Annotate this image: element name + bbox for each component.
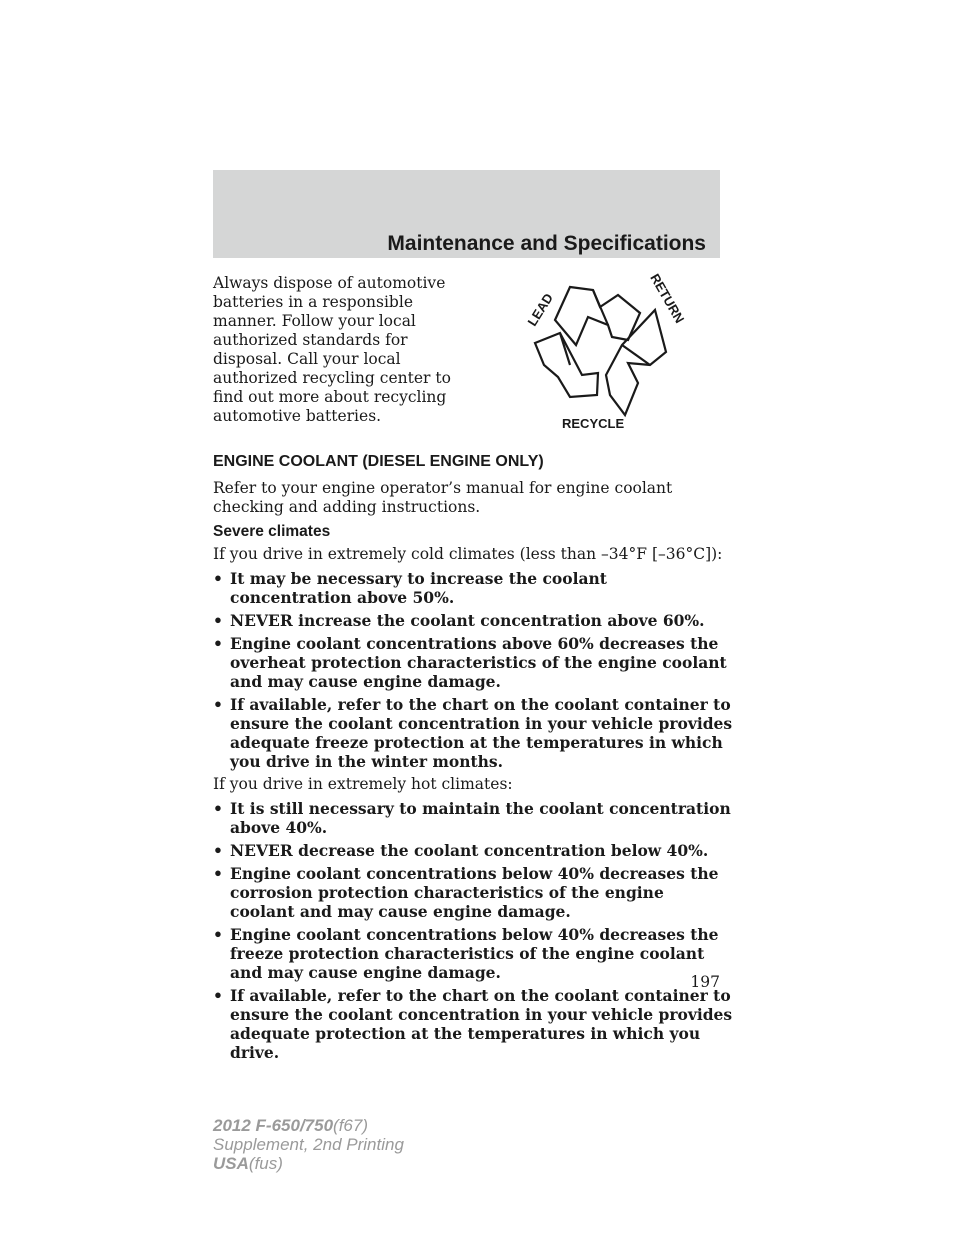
hot-climate-intro: If you drive in extremely hot climates: (213, 775, 513, 793)
page-number: 197 (690, 973, 720, 991)
print-footer (213, 1116, 513, 1173)
recycle-arrow-top (555, 287, 640, 345)
footer-line-printing: Supplement, 2nd Printing (213, 1135, 404, 1154)
logo-return-label: RETURN (647, 271, 688, 326)
logo-lead-label: LEAD (524, 290, 556, 329)
list-item: • It is still necessary to maintain the coolant concentration above 40%. (213, 799, 731, 837)
footer-line-region: USA(fus) (213, 1154, 283, 1173)
logo-recycle-label: RECYCLE (562, 416, 625, 431)
list-item: • Engine coolant concentrations above 60% decreases the overheat protection characteristics of the engine coolant and may cause engine damage. (213, 634, 727, 691)
footer-line-model: 2012 F-650/750(f67) (213, 1116, 369, 1135)
recycle-arrow-left (535, 333, 598, 397)
list-item: • NEVER increase the coolant concentration above 60%. (213, 611, 705, 630)
section-intro: Refer to your engine operator’s manual for engine coolant checking and adding instructions. (213, 479, 673, 516)
list-item: • NEVER decrease the coolant concentration below 40%. (213, 841, 709, 860)
subheading: Severe climates (213, 523, 331, 540)
page-section-title: Maintenance and Specifications (387, 232, 706, 255)
list-item: • If available, refer to the chart on the coolant container to ensure the coolant concentration in your vehicle provides adequate freeze protection at the temperatures in which you drive in the winter months. (213, 695, 733, 771)
cold-climate-intro: If you drive in extremely cold climates (less than –34°F [–36°C]): (213, 545, 723, 563)
recycle-arrow-right (606, 310, 666, 415)
list-item: • Engine coolant concentrations below 40% decreases the corrosion protection characteristics of the engine coolant and may cause engine damage. (213, 864, 719, 921)
list-item: • It may be necessary to increase the coolant concentration above 50%. (213, 569, 607, 607)
cold-climate-list (213, 569, 733, 771)
section-heading: ENGINE COOLANT (DIESEL ENGINE ONLY) (213, 453, 544, 470)
hot-climate-list (213, 799, 733, 1062)
engine-coolant-section (213, 452, 733, 1066)
list-item: • Engine coolant concentrations below 40% decreases the freeze protection characteristics of the engine coolant and may cause engine damage. (213, 925, 719, 982)
list-item: • If available, refer to the chart on the coolant container to ensure the coolant concentration in your vehicle provides adequate protection at the temperatures in which you drive. (213, 986, 733, 1062)
recycle-logo-icon (500, 265, 710, 435)
battery-disposal-paragraph: Always dispose of automotive batteries in a responsible manner. Follow your local authorized standards for disposal. Call your local authorized recycling center to find out more about recycling automotive batteries. (213, 274, 451, 425)
